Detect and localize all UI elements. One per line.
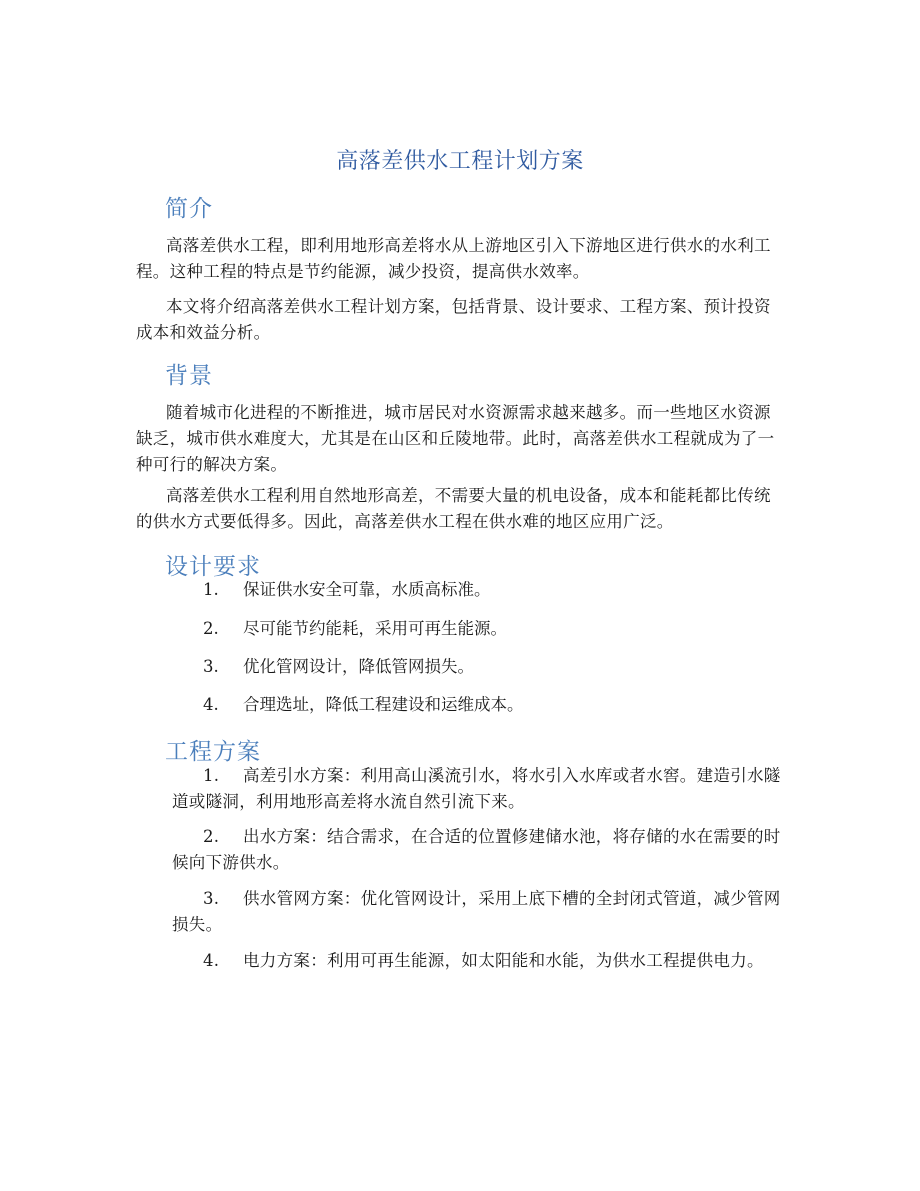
list-text: 尽可能节约能耗，采用可再生能源。 [243, 619, 507, 638]
list-text: 优化管网设计，降低管网损失。 [243, 657, 474, 676]
heading-design-requirements: 设计要求 [165, 554, 261, 580]
list-text: 合理选址，降低工程建设和运维成本。 [243, 695, 524, 714]
intro-paragraph-1: 高落差供水工程，即利用地形高差将水从上游地区引入下游地区进行供水的水利工程。这种工程的特点是节约能源，减少投资，提高供水效率。 [136, 236, 771, 281]
plan-item-3 [172, 886, 786, 938]
background-paragraph-2: 高落差供水工程利用自然地形高差，不需要大量的机电设备，成本和能耗都比传统的供水方式要低得多。因此，高落差供水工程在供水难的地区应用广泛。 [136, 486, 771, 531]
design-item-2 [203, 616, 507, 642]
list-number: 3. [203, 889, 220, 908]
plan-item-4 [172, 948, 786, 974]
list-text: 高差引水方案：利用高山溪流引水，将水引入水库或者水窖。建造引水隧道或隧洞，利用地形高差将水流自然引流下来。 [172, 766, 781, 811]
list-text: 电力方案：利用可再生能源，如太阳能和水能，为供水工程提供电力。 [243, 951, 764, 970]
design-item-1 [203, 577, 491, 603]
list-number: 2. [203, 619, 219, 638]
list-number: 1. [203, 766, 220, 785]
plan-item-1 [172, 763, 786, 815]
list-number: 4. [203, 951, 220, 970]
list-number: 2. [203, 827, 220, 846]
list-text: 出水方案：结合需求，在合适的位置修建储水池，将存储的水在需要的时候向下游供水。 [172, 827, 781, 872]
list-number: 1. [203, 580, 219, 599]
plan-item-2 [172, 824, 786, 876]
list-number: 4. [203, 695, 219, 714]
list-text: 供水管网方案：优化管网设计，采用上底下槽的全封闭式管道，减少管网损失。 [172, 889, 781, 934]
heading-intro: 简介 [165, 196, 213, 222]
background-paragraph-1: 随着城市化进程的不断推进，城市居民对水资源需求越来越多。而一些地区水资源缺乏，城市供水难度大，尤其是在山区和丘陵地带。此时，高落差供水工程就成为了一种可行的解决方案。 [136, 403, 775, 474]
design-item-4 [203, 692, 524, 718]
intro-paragraph-2: 本文将介绍高落差供水工程计划方案，包括背景、设计要求、工程方案、预计投资成本和效益分析。 [136, 297, 771, 342]
list-number: 3. [203, 657, 219, 676]
list-text: 保证供水安全可靠，水质高标准。 [243, 580, 491, 599]
design-item-3 [203, 654, 474, 680]
heading-background: 背景 [165, 363, 213, 389]
heading-engineering-plan: 工程方案 [165, 739, 261, 765]
document-title: 高落差供水工程计划方案 [336, 149, 584, 174]
